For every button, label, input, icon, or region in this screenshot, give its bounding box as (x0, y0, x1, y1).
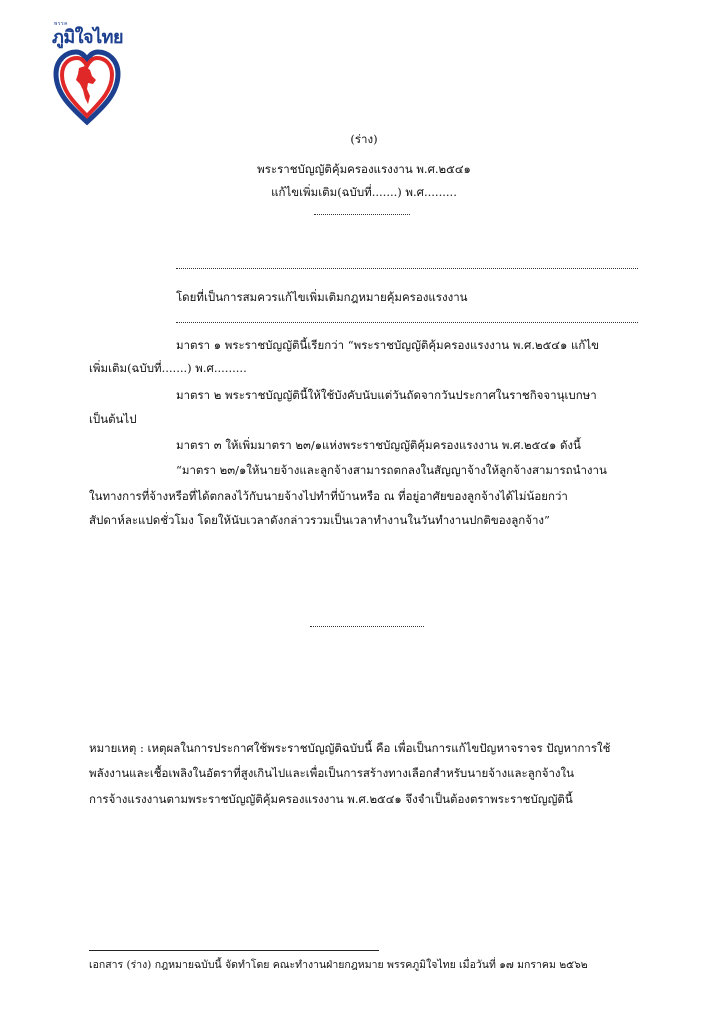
header-dotted-line (314, 214, 410, 215)
quoted-section-line-1: “มาตรา ๒๓/๑ให้นายจ้างและลูกจ้างสามารถตกลงในสัญญาจ้างให้ลูกจ้างสามารถนำงาน (176, 463, 607, 477)
draft-label: (ร่าง) (350, 132, 378, 146)
act-title: พระราชบัญญัติคุ้มครองแรงงาน พ.ศ.๒๕๔๑ (257, 162, 471, 176)
footer-rule (89, 950, 379, 951)
section-2-line-1: มาตรา ๒ พระราชบัญญัตินี้ให้ใช้บังคับนับแต่วันถัดจากวันประกาศในราชกิจจานุเบกษา (176, 388, 597, 402)
dotted-line-2 (176, 322, 638, 323)
note-line-3: การจ้างแรงงานตามพระราชบัญญัติคุ้มครองแรงงาน พ.ศ.๒๕๔๑ จึงจำเป็นต้องตราพระราชบัญญัตินี้ (89, 792, 573, 806)
footer-note: เอกสาร (ร่าง) กฎหมายฉบับนี้ จัดทำโดย คณะทำงานฝ่ายกฎหมาย พรรคภูมิใจไทย เมื่อวันที่ ๑๗ มกราคม ๒๕๖๒ (89, 959, 588, 971)
amendment-title: แก้ไขเพิ่มเติม(ฉบับที่.......) พ.ศ......... (271, 185, 457, 199)
section-1-line-2: เพิ่มเติม(ฉบับที่.......) พ.ศ......... (89, 361, 247, 375)
dotted-line-1 (176, 268, 638, 269)
party-logo (48, 18, 128, 118)
section-3: มาตรา ๓ ให้เพิ่มมาตรา ๒๓/๑แห่งพระราชบัญญัติคุ้มครองแรงงาน พ.ศ.๒๕๔๑ ดังนี้ (176, 438, 581, 452)
heart-map-icon (52, 46, 122, 126)
note-line-1: หมายเหตุ : เหตุผลในการประกาศใช้พระราชบัญญัติฉบับนี้ คือ เพื่อเป็นการแก้ไขปัญหาจราจร ปัญหาการใช้ (89, 741, 611, 755)
note-line-2: พลังงานและเชื้อเพลิงในอัตราที่สูงเกินไปและเพื่อเป็นการสร้างทางเลือกสำหรับนายจ้างและลูกจ้างใน (89, 766, 575, 780)
quoted-section-line-2: ในทางการที่จ้างหรือที่ได้ตกลงไว้กับนายจ้างไปทำที่บ้านหรือ ณ ที่อยู่อาศัยของลูกจ้างได้ไม่น้อยกว่า (89, 489, 568, 503)
closing-dotted-line (310, 626, 424, 627)
preamble: โดยที่เป็นการสมควรแก้ไขเพิ่มเติมกฎหมายคุ้มครองแรงงาน (176, 290, 468, 304)
quoted-section-line-3: สัปดาห์ละแปดชั่วโมง โดยให้นับเวลาดังกล่าวรวมเป็นเวลาทำงานในวันทำงานปกติของลูกจ้าง” (89, 513, 550, 527)
logo-tagline: พรรค (54, 21, 69, 27)
logo-wordmark: ภูมิใจไทย (52, 27, 124, 48)
section-1-line-1: มาตรา ๑ พระราชบัญญัตินี้เรียกว่า “พระราชบัญญัติคุ้มครองแรงงาน พ.ศ.๒๕๔๑ แก้ไข (176, 338, 599, 352)
section-2-line-2: เป็นต้นไป (89, 412, 137, 426)
